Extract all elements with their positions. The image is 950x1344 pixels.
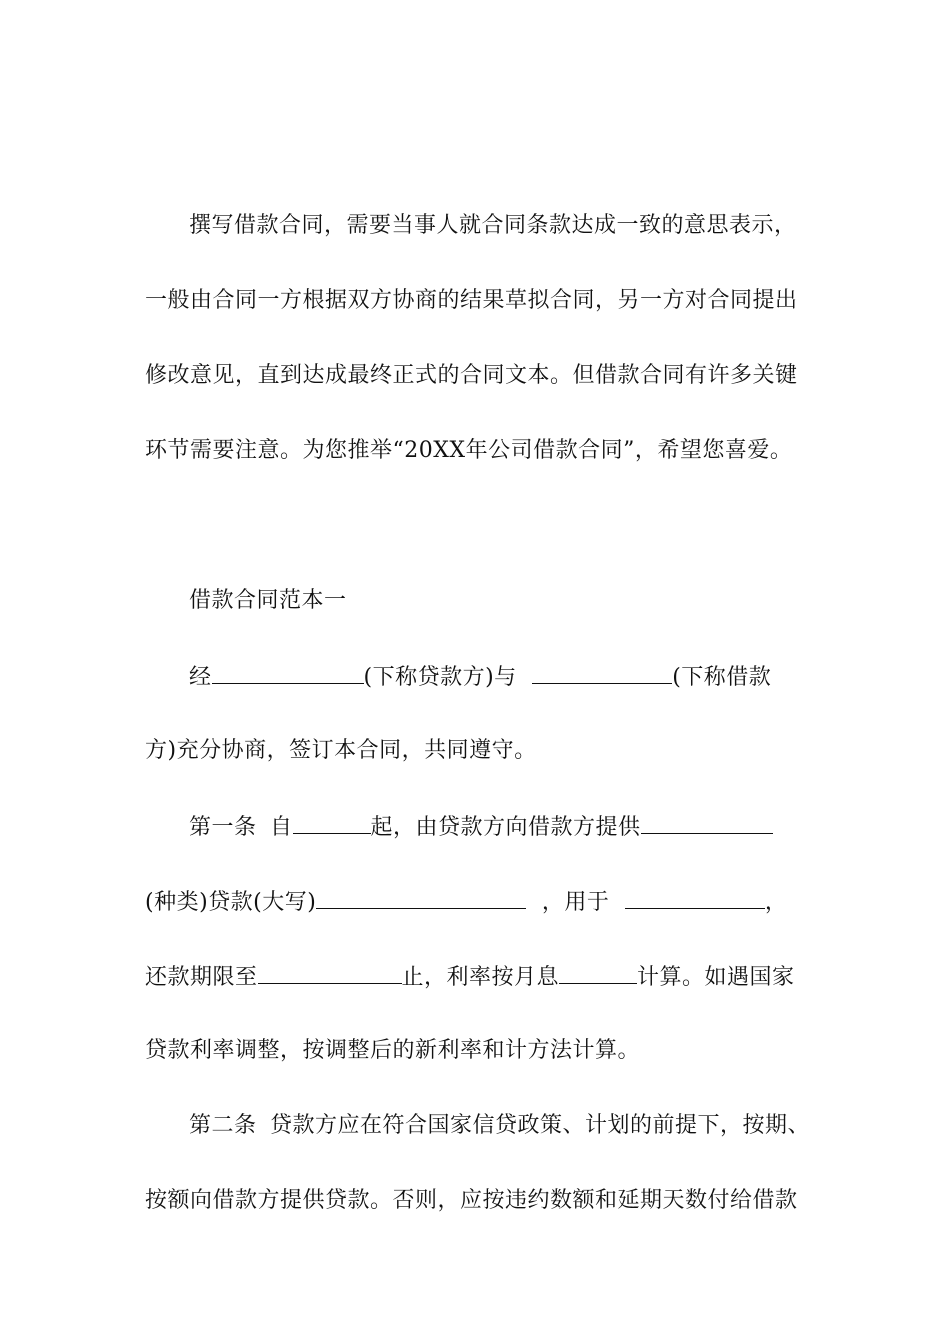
article1-from: 自 [270,815,293,840]
intro-line-4 [145,436,805,466]
article2-line-1 [189,1111,849,1141]
intro-text-2: 一般由合同一方根据双方协商的结果草拟合同，另一方对合同提出 [145,288,798,313]
intro-line-2 [145,286,805,316]
article1-label: 第一条 [189,815,257,840]
borrower-suffix: (下称借款 [672,665,772,690]
heading-text: 借款合同范本一 [189,588,347,613]
intro-text-3: 修改意见，直到达成最终正式的合同文本。但借款合同有许多关键 [145,363,798,388]
use-label: ，用于 [541,890,610,915]
repayment-date-blank[interactable] [258,961,402,984]
loan-amount-blank[interactable] [316,886,526,909]
rate-label: 止，利率按月息 [401,965,560,990]
article1-line-4 [145,1036,805,1066]
calc-text: 计算。如遇国家 [637,965,795,990]
article2-label: 第二条 [189,1113,257,1138]
intro-text-4: 环节需要注意。为您推举“20XX年公司借款合同”，希望您喜爱。 [145,438,793,463]
article1-line-2 [145,886,805,918]
article2-text-1: 贷款方应在符合国家信贷政策、计划的前提下，按期、 [270,1113,811,1138]
loan-provider-blank[interactable] [641,811,773,834]
loan-use-blank[interactable] [625,886,765,909]
intro-line-1 [189,211,849,241]
article1-line-1 [189,811,849,843]
parties-prefix: 经 [189,665,212,690]
parties-text-2: 方)充分协商，签订本合同，共同遵守。 [145,738,537,763]
article2-text-2: 按额向借款方提供贷款。否则，应按违约数额和延期天数付给借款 [145,1188,798,1213]
start-date-blank[interactable] [293,811,371,834]
article1-text-a: 起，由贷款方向借款方提供 [370,815,641,840]
use-comma: ， [764,890,788,915]
parties-line-2 [145,736,805,766]
contract-heading [189,586,849,616]
article2-line-2 [145,1186,805,1216]
parties-line-1 [189,661,849,693]
monthly-rate-blank[interactable] [559,961,637,984]
lender-suffix: (下称贷款方)与 [363,665,517,690]
intro-text-1: 撰写借款合同，需要当事人就合同条款达成一致的意思表示， [189,213,797,238]
term-label: 还款期限至 [145,965,258,990]
borrower-name-blank[interactable] [532,661,672,684]
lender-name-blank[interactable] [212,661,364,684]
intro-line-3 [145,361,805,391]
article1-line-3 [145,961,805,993]
article1-text-4: 贷款利率调整，按调整后的新利率和计方法计算。 [145,1038,641,1063]
loan-type-label: (种类)贷款(大写) [145,890,317,915]
